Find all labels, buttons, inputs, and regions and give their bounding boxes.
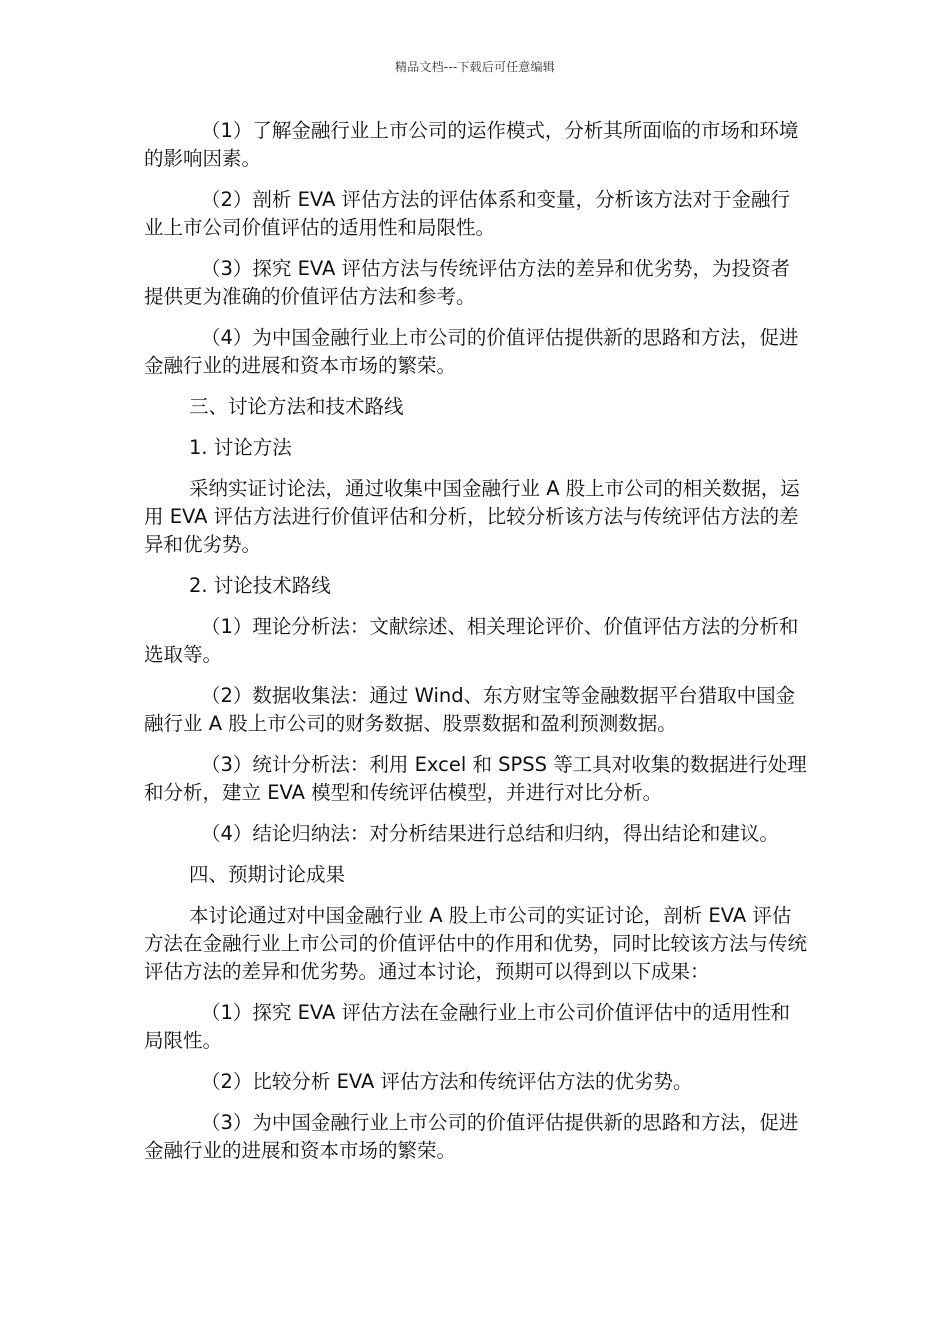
page-header: 精品文档---下载后可任意编辑 — [395, 60, 555, 74]
paragraph-method: 采纳实证讨论法，通过收集中国金融行业 A 股上市公司的相关数据，运用 EVA 评估方法进行价值评估和分析，比较分析该方法与传统评估方法的差异和优劣势。 — [144, 477, 800, 556]
list-item-objective-2: （2）剖析 EVA 评估方法的评估体系和变量，分析该方法对于金融行业上市公司价值评估的适用性和局限性。 — [144, 188, 791, 239]
list-item-route-2: （2）数据收集法：通过 Wind、东方财宝等金融数据平台猎取中国金融行业 A 股上市公司的财务数据、股票数据和盈利预测数据。 — [144, 684, 796, 735]
list-item-outcome-3: （3）为中国金融行业上市公司的价值评估提供新的思路和方法，促进金融行业的进展和资本市场的繁荣。 — [144, 1111, 799, 1162]
list-item-objective-1: （1）了解金融行业上市公司的运作模式，分析其所面临的市场和环境的影响因素。 — [144, 119, 799, 170]
list-item-route-1: （1）理论分析法：文献综述、相关理论评价、价值评估方法的分析和选取等。 — [144, 615, 799, 666]
document-body — [144, 117, 808, 1178]
subsection-heading-route: 2. 讨论技术路线 — [189, 574, 331, 597]
subsection-heading-method: 1. 讨论方法 — [189, 436, 292, 459]
list-item-objective-3: （3）探究 EVA 评估方法与传统评估方法的差异和优劣势，为投资者提供更为准确的价值评估方法和参考。 — [144, 257, 791, 308]
paragraph-outcomes: 本讨论通过对中国金融行业 A 股上市公司的实证讨论，剖析 EVA 评估方法在金融行业上市公司的价值评估中的作用和优势，同时比较该方法与传统评估方法的差异和优劣势。通过本讨论，预期可以得到以下成果： — [144, 904, 808, 983]
list-item-outcome-1: （1）探究 EVA 评估方法在金融行业上市公司价值评估中的适用性和局限性。 — [144, 1001, 791, 1052]
section-heading-methods: 三、讨论方法和技术路线 — [189, 395, 404, 418]
list-item-outcome-2: （2）比较分析 EVA 评估方法和传统评估方法的优劣势。 — [201, 1070, 693, 1093]
list-item-route-3: （3）统计分析法：利用 Excel 和 SPSS 等工具对收集的数据进行处理和分析，建立 EVA 模型和传统评估模型，并进行对比分析。 — [144, 753, 807, 804]
list-item-route-4: （4）结论归纳法：对分析结果进行总结和归纳，得出结论和建议。 — [201, 822, 779, 845]
section-heading-outcomes: 四、预期讨论成果 — [189, 863, 346, 886]
list-item-objective-4: （4）为中国金融行业上市公司的价值评估提供新的思路和方法，促进金融行业的进展和资本市场的繁荣。 — [144, 326, 799, 377]
